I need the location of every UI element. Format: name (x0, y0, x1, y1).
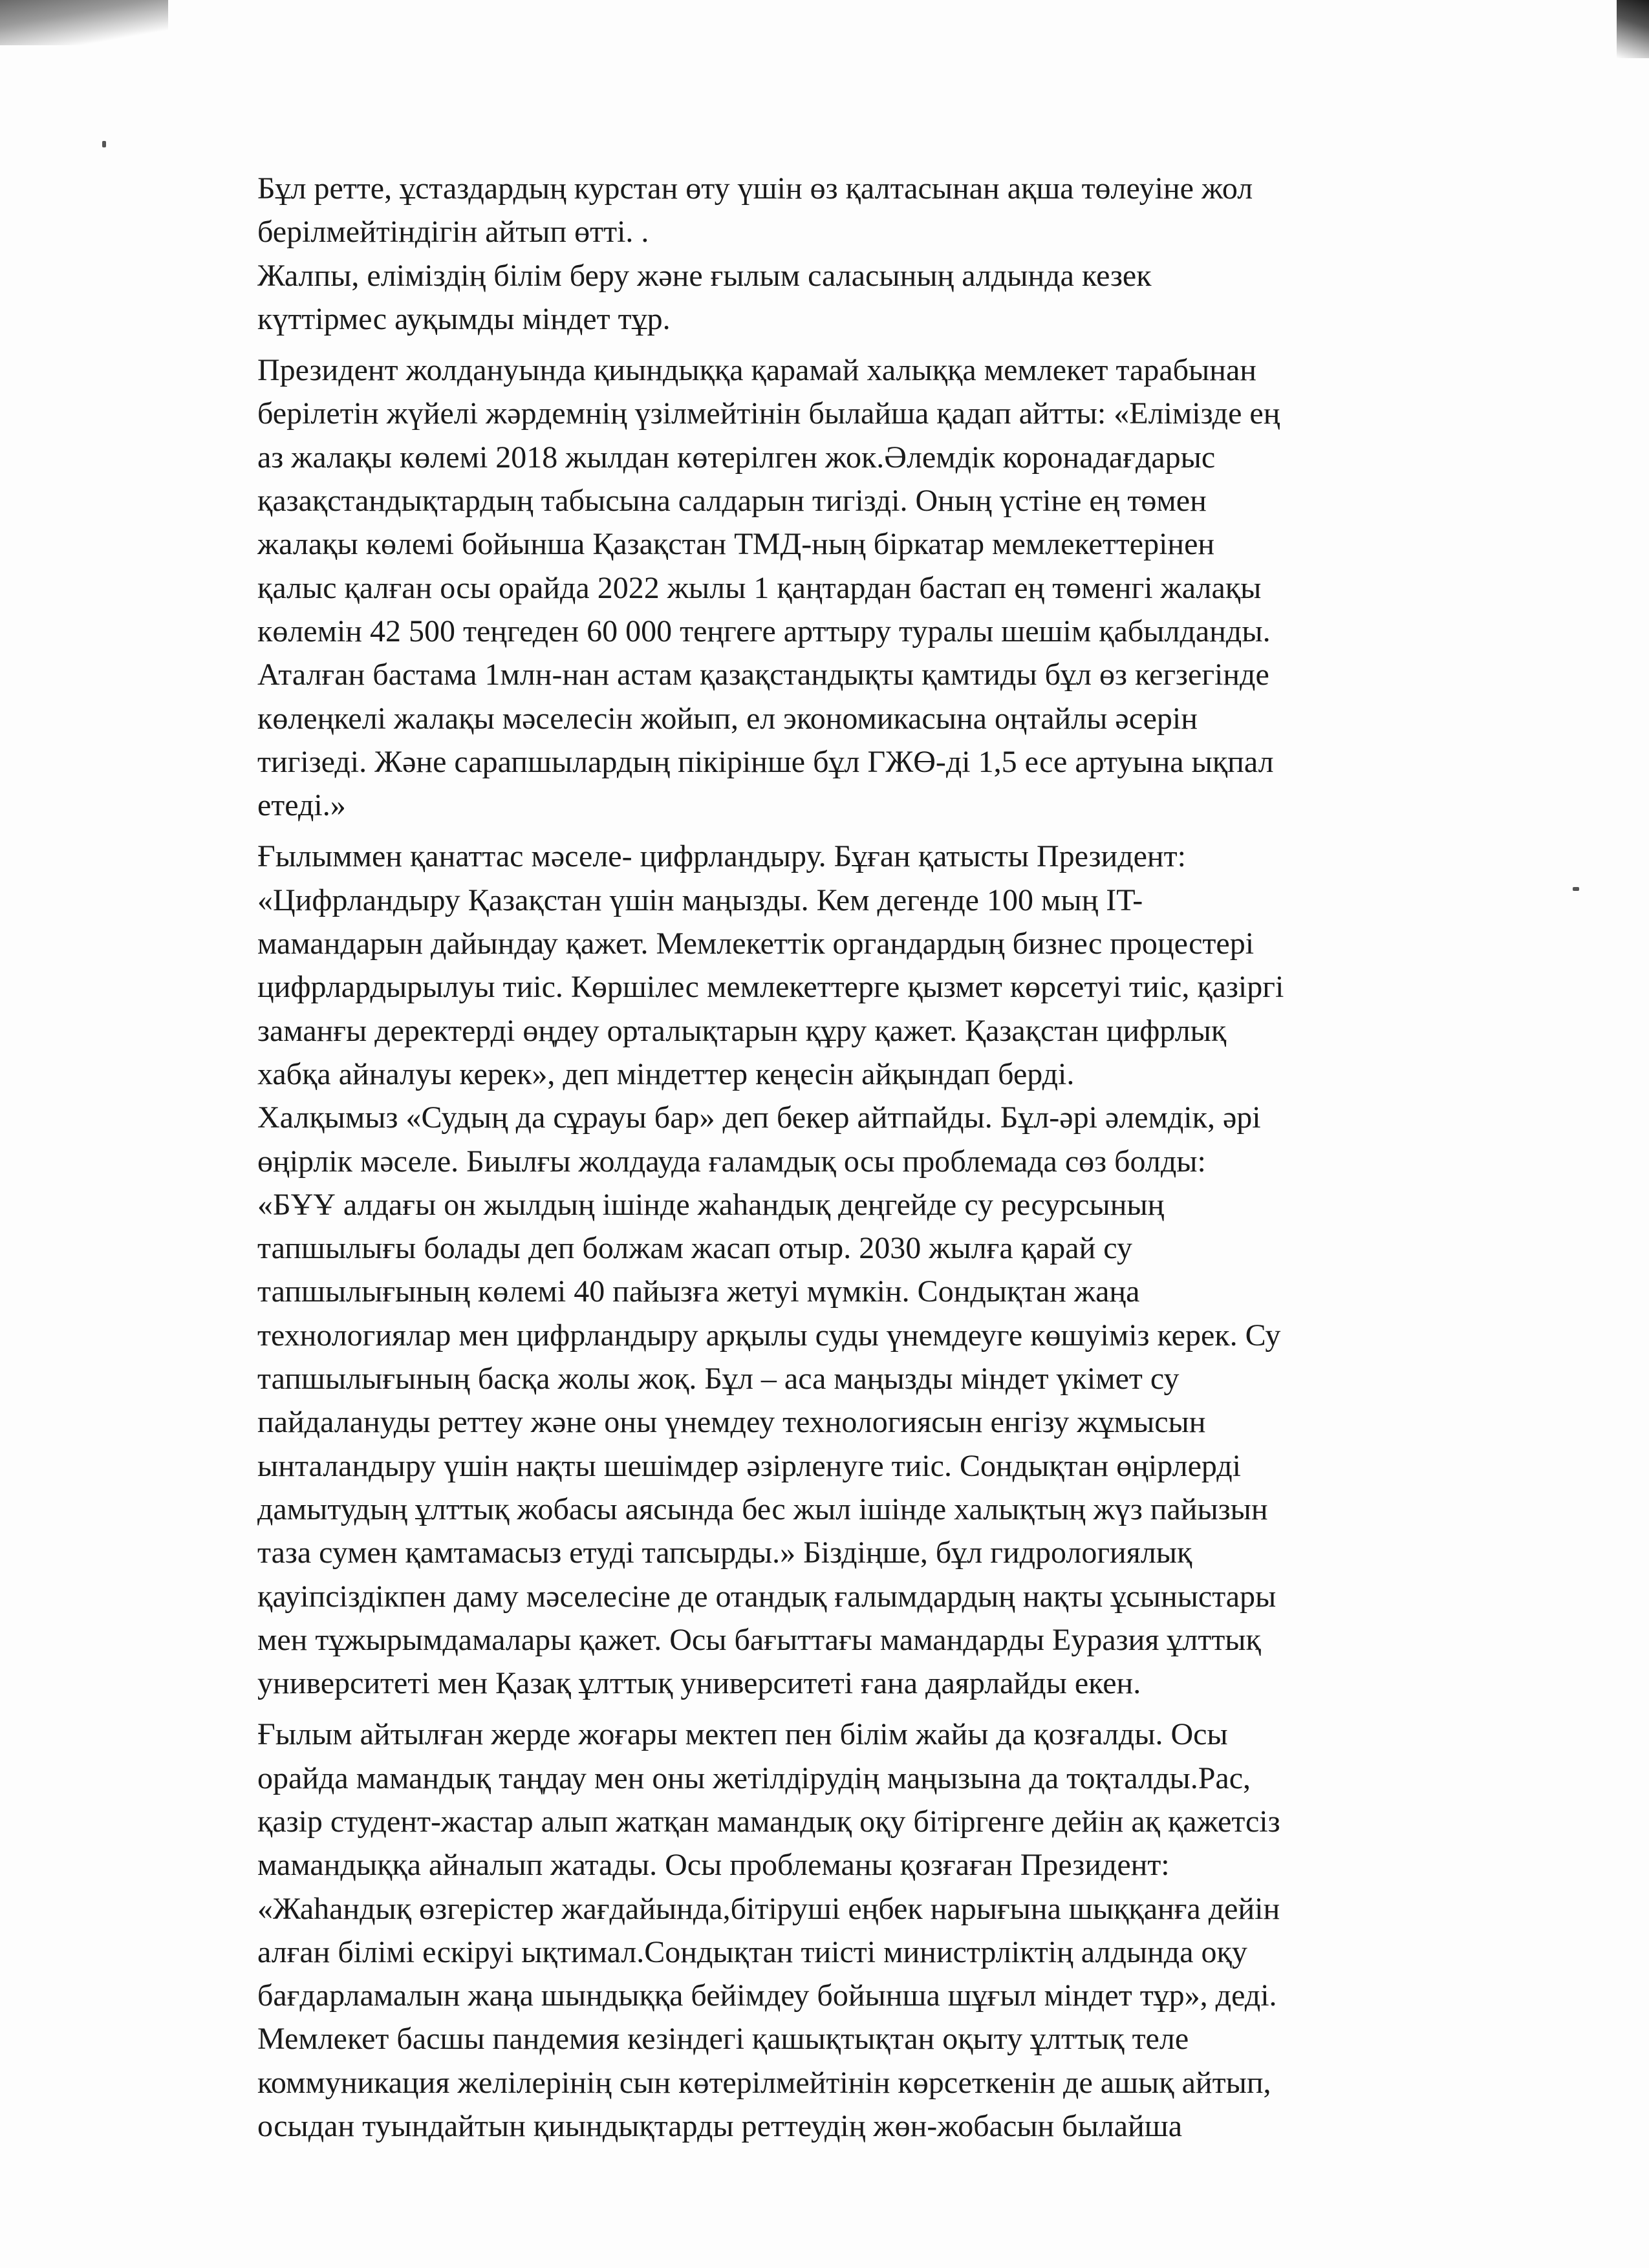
document-line: университеті мен Қазақ ұлттық университеті ғана даярлайды екен. (257, 1666, 1141, 1701)
document-line: берілмейтіндігін айтып өтті. . (257, 215, 649, 250)
document-line: қазақстандықтардың табысына салдарын тигізді. Оның үстіне ең төмен (257, 484, 1207, 519)
document-line: алған білімі ескіруі ықтимал.Сондықтан тиісті министрліктің алдында оқу (257, 1934, 1247, 1969)
document-line: мамандыққа айналып жатады. Осы проблеманы қозғаған Президент: (257, 1848, 1170, 1883)
document-line: тигізеді. Және сарапшылардың пікірінше бұл ГЖӨ-ді 1,5 есе артуына ықпал (257, 744, 1274, 779)
document-line: Президент жолдануында қиындыққа қарамай халыққа мемлекет тарабынан (257, 353, 1256, 388)
scan-shadow-top-right (1617, 0, 1649, 58)
document-line: «Цифрландыру Қазақстан үшін маңызды. Кем дегенде 100 мың IT- (257, 883, 1143, 917)
scan-shadow-top-left (0, 0, 168, 45)
document-line: мамандарын дайындау қажет. Мемлекеттік органдардың бизнес процестері (257, 926, 1255, 961)
document-line: Халқымыз «Судың да сұрауы бар» деп бекер айтпайды. Бұл-әрі әлемдік, әрі (257, 1100, 1261, 1135)
document-line: Ғылыммен қанаттас мәселе- цифрландыру. Бұған қатысты Президент: (257, 839, 1186, 874)
paragraph-gap (257, 827, 1544, 835)
document-line: мен тұжырымдамалары қажет. Осы бағыттағы мамандарды Еуразия ұлттық (257, 1622, 1261, 1657)
document-line: «БҰҰ алдағы он жылдың ішінде жаһандық деңгейде су ресурсының (257, 1187, 1165, 1222)
document-line: технологиялар мен цифрландыру арқылы суды үнемдеуге көшуіміз керек. Су (257, 1318, 1281, 1353)
document-line: қазір студент-жастар алып жатқан мамандық оқу бітіргенге дейін ақ қажетсіз (257, 1804, 1280, 1839)
document-line: бағдарламалын жаңа шындыққа бейімдеу бойынша шұғыл міндет тұр», деді. (257, 1978, 1277, 2013)
document-line: осыдан туындайтын қиындықтарды реттеудің жөн-жобасын былайша (257, 2109, 1183, 2144)
document-line: қалыс қалған осы орайда 2022 жылы 1 қаңтардан бастап ең төменгі жалақы (257, 570, 1262, 605)
document-line: ынталандыру үшін нақты шешімдер әзірленуге тиіс. Сондықтан өңірлерді (257, 1448, 1241, 1483)
document-line: етеді.» (257, 788, 346, 823)
document-line: Ғылым айтылған жерде жоғары мектеп пен білім жайы да қозғалды. Осы (257, 1717, 1228, 1752)
document-line: Мемлекет басшы пандемия кезіндегі қашықтықтан оқыту ұлттық теле (257, 2022, 1189, 2057)
document-line: Жалпы, еліміздің білім беру және ғылым саласының алдында кезек (257, 258, 1152, 293)
document-line: көлеңкелі жалақы мәселесін жойып, ел экономикасына оңтайлы әсерін (257, 701, 1198, 736)
document-line: жалақы көлемі бойынша Қазақстан ТМД-ның біркатар мемлекеттерінен (257, 527, 1215, 562)
document-line: берілетін жүйелі жәрдемнің үзілмейтінін былайша қадап айтты: «Елімізде ең (257, 396, 1280, 431)
document-line: Бұл ретте, ұстаздардың курстан өту үшін өз қалтасынан ақша төлеуіне жол (257, 171, 1253, 206)
document-line: тапшылығы болады деп болжам жасап отыр. 2030 жылға қарай су (257, 1231, 1132, 1266)
document-line: тапшылығының басқа жолы жоқ. Бұл – аса маңызды міндет үкімет су (257, 1362, 1180, 1396)
document-line: көлемін 42 500 теңгеден 60 000 теңгеге арттыру туралы шешім қабылданды. (257, 614, 1271, 648)
paragraph-gap (257, 1705, 1544, 1713)
document-line: аз жалақы көлемі 2018 жылдан көтерілген жок.Әлемдік коронадағдарыс (257, 440, 1216, 475)
document-line: цифрлардырылуы тиіс. Көршілес мемлекеттерге қызмет көрсетуі тиіс, қазіргі (257, 970, 1284, 1005)
document-line: өңірлік мәселе. Биылғы жолдауда ғаламдық осы проблемада сөз болды: (257, 1144, 1206, 1179)
document-line: таза сумен қамтамасыз етуді тапсырды.» Біздіңше, бұл гидрологиялық (257, 1535, 1192, 1570)
document-line: коммуникация желілерінің сын көтерілмейтінін көрсеткенін де ашық айтып, (257, 2065, 1271, 2100)
document-line: орайда мамандық таңдау мен оны жетілдірудің маңызына да тоқталды.Рас, (257, 1760, 1251, 1795)
paragraph-gap (257, 341, 1544, 348)
document-line: заманғы деректерді өңдеу орталықтарын құру қажет. Қазақстан цифрлық (257, 1013, 1227, 1048)
document-line: пайдалануды реттеу және оны үнемдеу технологиясын енгізу жұмысын (257, 1405, 1206, 1440)
document-line: тапшылығының көлемі 40 пайызға жетуі мүмкін. Сондықтан жаңа (257, 1274, 1140, 1309)
scan-speck (102, 141, 106, 147)
document-line: дамытудың ұлттық жобасы аясында бес жыл ішінде халықтың жүз пайызын (257, 1492, 1268, 1526)
document-body (257, 167, 1544, 2148)
document-line: Аталған бастама 1млн-нан астам қазақстандықты қамтиды бұл өз кегзегінде (257, 658, 1269, 692)
document-line: «Жаһандық өзгерістер жағдайында,бітіруші еңбек нарығына шыққанға дейін (257, 1891, 1280, 1926)
document-line: хабқа айналуы керек», деп міндеттер кеңесін айқындап берді. (257, 1056, 1075, 1091)
document-line: күттірмес ауқымды міндет тұр. (257, 301, 671, 336)
scan-speck (1573, 887, 1579, 891)
document-line: қауіпсіздікпен даму мәселесіне де отандық ғалымдардың нақты ұсыныстары (257, 1579, 1277, 1614)
